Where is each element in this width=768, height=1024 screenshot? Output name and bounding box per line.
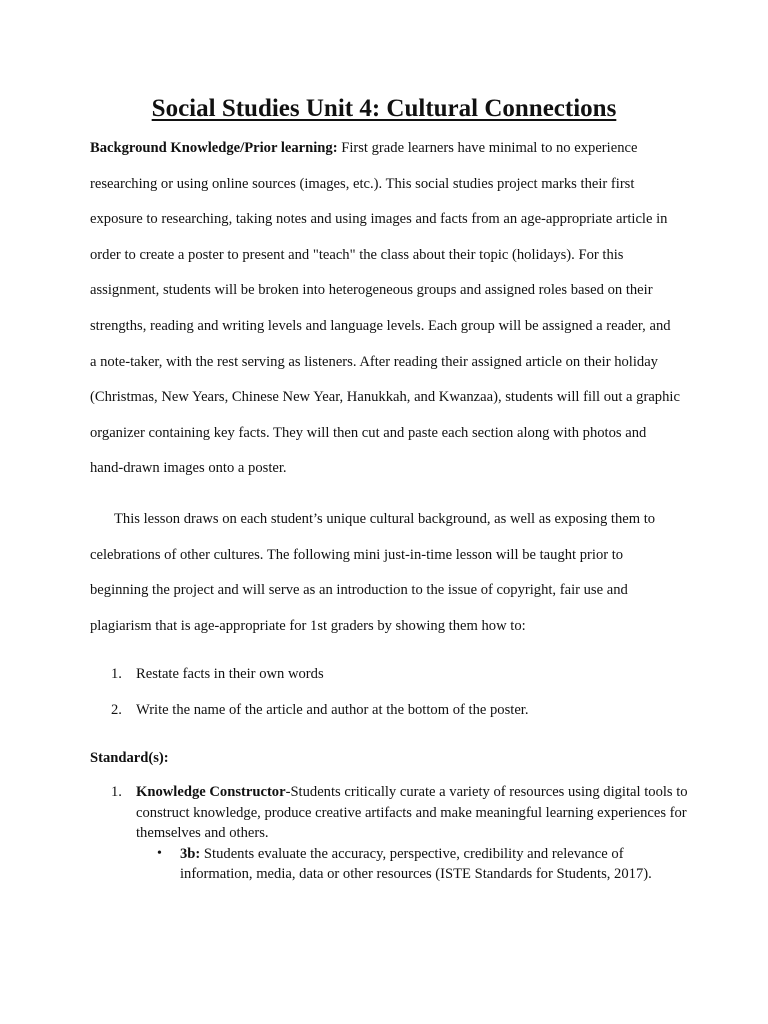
list-item [90,664,690,684]
standard-text: -Students critically curate a variety of resources using digital tools to construct knowledge, produce creative artifacts and make meaningful learning experiences for themselves and others. [136,784,688,841]
background-paragraph [90,131,680,487]
list-item [90,700,690,720]
list-number: 1. [111,666,122,682]
steps-list [90,664,690,736]
standard-sub-list [136,844,690,885]
document-title: Social Studies Unit 4: Cultural Connections [151,95,617,122]
list-item-text: Write the name of the article and author at the bottom of the poster. [136,702,529,718]
background-label: Background Knowledge/Prior learning: [90,140,338,156]
list-number: 1. [111,784,122,800]
standard-name: Knowledge Constructor [136,784,286,800]
bullet-icon: • [157,845,162,861]
standards-list [90,782,690,885]
list-number: 2. [111,702,122,718]
sub-item-text: Students evaluate the accuracy, perspective, credibility and relevance of information, media, data or other resources (ISTE Standards for Students, 2017). [180,845,652,882]
sub-item-label: 3b: [180,845,201,862]
standard-item [90,782,690,885]
lesson-paragraph: This lesson draws on each student’s unique cultural background, as well as exposing them to celebrations of other cultures. The following mini just-in-time lesson will be taught prior to beginning the project and will serve as an introduction to the issue of copyright, fair use and plagiarism that is age-appropriate for 1st graders by showing them how to: [90,511,656,634]
standards-heading: Standard(s): [90,750,169,766]
list-item-text: Restate facts in their own words [136,666,324,682]
sub-list-item [136,844,690,885]
background-text: First grade learners have minimal to no experience researching or using online sources (images, etc.). This social studies project marks their first exposure to researching, taking notes and using images and facts from an age-appropriate article in order to create a poster to present and "teach" the class about their topic (holidays). For this assignment, students will be broken into heterogeneous groups and assigned roles based on their strengths, reading and writing levels and language levels. Each group will be assigned a reader, and a note-taker, with the rest serving as listeners. After reading their assigned article on their holiday (Christmas, New Years, Chinese New Year, Hanukkah, and Kwanzaa), students will fill out a graphic organizer containing key facts. They will then cut and paste each section along with photos and hand-drawn images onto a poster. [90,140,680,477]
